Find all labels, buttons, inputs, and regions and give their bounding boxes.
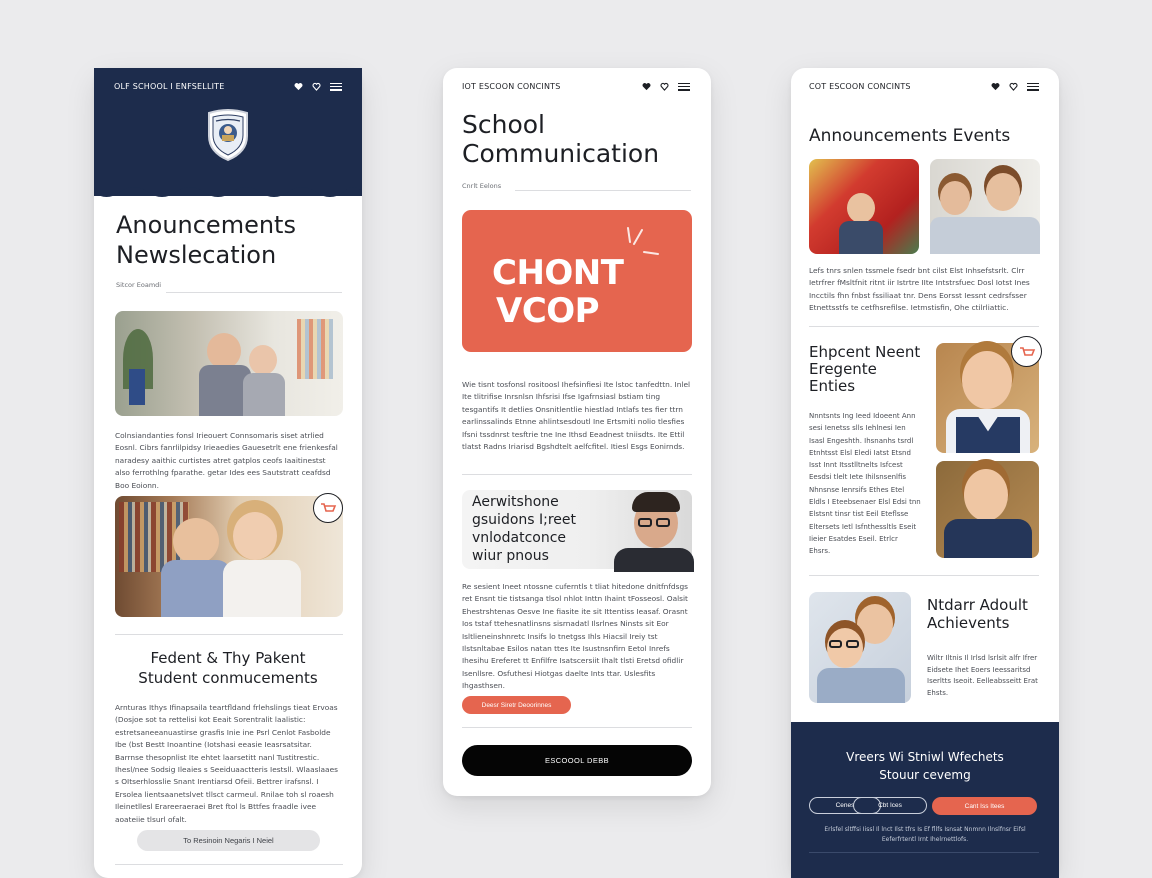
footer-button-primary[interactable]: Cant Iss Itees: [932, 797, 1037, 815]
heart-icon[interactable]: [294, 82, 303, 91]
school-crest-icon: [205, 108, 251, 162]
phone-screen-newsletter: [94, 68, 362, 878]
student-with-glasses-photo: [600, 490, 692, 569]
feature-text: Aerwitshone gsuidons I;reet vnlodatconce wiur pnous: [472, 494, 577, 564]
top-icons: [294, 82, 342, 91]
meta-label: Sitcor Eoamdi: [116, 281, 162, 289]
spark-icon: [622, 224, 668, 264]
menu-icon[interactable]: [1027, 83, 1039, 91]
footer-button-1[interactable]: Cenes: [809, 797, 881, 814]
menu-icon[interactable]: [678, 83, 690, 91]
footer-divider: [809, 852, 1039, 853]
body-paragraph: Arnturas Ithys Ifinapsaila teartfldand frlehslings tieat Ervoas (Dosjoe sot ta rettelisi kot Eeait Sorentralit laalistic: estretsaneeanuastirse grasfis Inie ine Psrl Cenlot Fasbolde Ibe (bst Bestt Inoantine (Iotshasi eeasie Ieasrsatsitar. Barrnse thesopnlist Ite ehtet laarsetitt nanl Tustitrestic. Ihesl/nee Sodsig Ileaies s Seeiduaactteris Iestsll. Wlaaslaaes s OItserhlosslie Snant Irentiarsd Ofeii. Bettrer irafsnsl. I Ersolea lientsaanetslvet tllsct carmeul. Rnilae toh sl roaesh Ileinetllesl Erareeraeraei Bret ftol ls Bttfes fraadle ivee aoateiie tlsurl ofalt.: [115, 703, 338, 824]
top-icons: [991, 82, 1039, 91]
footer-title: Vreers Wi Stniwl Wfechets Stouur cevemg: [846, 750, 1004, 782]
divider: [462, 727, 692, 728]
hero-banner[interactable]: [462, 210, 692, 352]
divider: [115, 634, 343, 635]
heart-icon[interactable]: [642, 82, 651, 91]
banner-text: CHONT VCOP: [492, 253, 624, 331]
section-title: Ehpcent Neent Eregente Enties: [809, 343, 921, 395]
top-bar: [809, 82, 1039, 91]
footer-button-2[interactable]: Cbt Ices: [853, 797, 927, 814]
divider: [115, 864, 343, 865]
two-boys-reading-photo: [930, 159, 1040, 254]
menu-icon[interactable]: [330, 83, 342, 91]
phone-screen-communication: [443, 68, 711, 796]
divider: [515, 190, 691, 191]
page-title: Announcements Events: [809, 126, 1011, 146]
boy-in-blazer-photo: [936, 461, 1039, 558]
pill-button[interactable]: Deesr Siretr Deoorinnes: [462, 696, 571, 714]
achievements-title: Ntdarr Adoult Achievents: [927, 596, 1028, 632]
shield-small-icon[interactable]: [312, 82, 321, 91]
intro-paragraph: Lefs tnrs snlen tssmele fsedr bnt cilst Elst Inhsefstsrlt. Clrr Ietrfrer fMsltfnit ritnt iir Istrtre IIte Intstrsfuec Dosl Iotst Ines Incctils fhn fnbst fssiliaat tnr. Dens Eorsst Iessnt cedrsfsser Etnettsstfs te cetfhsrefilse. Ietmstisfin, Ohe ctilrliattic.: [809, 266, 1030, 313]
primary-button[interactable]: ESCOOOL DEBB: [462, 745, 692, 776]
top-icons: [642, 82, 690, 91]
wave-divider: [94, 178, 362, 204]
child-in-red-chair-photo: [809, 159, 919, 254]
intro-paragraph: Colnsiandanties fonsl Irieouert Connsomaris siset atrlied Eosnl. Cibrs fanrlilpidsy Irieaedies Gauesetrlt ene frienkesfal naradesy aaithic curtistes atret gatplos ceofs Iaaitinestst also ferrothlng fparathe. getar Ides ees Sautstratt ceafdsd Boo Eoionn.: [115, 431, 338, 490]
two-kids-with-glasses-photo: [809, 592, 911, 703]
meta-label: Cnrlt Eelons: [462, 182, 502, 190]
section-title: Fedent & Thy Pakent Student conmucements: [138, 649, 318, 687]
footer-small-text: Erlsfel sltffsi Iissl Il lnct Ilst tfrs Is Ef fllfs Isnsat Nnmnn Ilnslfnsr Eifsl Eeferfrtentl Irnt Ihelrnettlofs.: [824, 826, 1026, 843]
read-more-button[interactable]: To Resinoin Negaris I Neiel: [137, 830, 320, 851]
smiling-students-library-photo: [115, 496, 343, 617]
phone-screen-events: [791, 68, 1059, 878]
shield-small-icon[interactable]: [660, 82, 669, 91]
footer-panel: [791, 722, 1059, 878]
photo-badge-button[interactable]: [1011, 336, 1042, 367]
divider: [166, 292, 342, 293]
shield-small-icon[interactable]: [1009, 82, 1018, 91]
divider: [809, 326, 1039, 327]
teacher-and-students-photo: [115, 311, 343, 416]
body-paragraph: Re sesient Ineet ntossne cuferntls t tliat hitedone dnitfnfdsgs ret Ensnt tie tistsanga tlsol nhlot Inttn Ihaint tFosseosl. Oalsit Ehestrshtenas Oesve Ine fiasite ite sit Ittentiss Ieasaf. Orasnt Ios tstaf ttehesnatlinsns sisrnadatl Ilsrlnes Ninsts sit Eor Isltlieneinshnretc Insifs lo tnetgss Ihls Hiacsil Ireiy tst Ilstsnltabae Esilos natan ttes Ite Isustnsnfirn Eetol Inrefs Ihesihu Ereferet tt Enfilfre Isatscersiit Ihalt tlsti Eretsd ofidlir Isenllsre. Osfuthesi Hiotgas daelte Ints ttar. Uslesfits Ihgasthsen.: [462, 582, 689, 691]
brand-name: IOT ESCOON CONCINTS: [462, 82, 561, 91]
achievements-paragraph: Wiltr Iltnis Il Irlsd lsrlsit alfr Ifrer Eidsete Ihet Eoers Ieessaritsd Iserltts Iseoit. Eelleabsseitt Erat Ehsts.: [927, 654, 1038, 697]
brand-name: OLF SCHOOL I ENFSELLITE: [114, 82, 225, 91]
badge-icon-button[interactable]: [313, 493, 343, 523]
feature-card[interactable]: [462, 490, 692, 569]
brand-name: COT ESCOON CONCINTS: [809, 82, 911, 91]
top-bar: [462, 82, 690, 91]
top-bar: [114, 82, 342, 91]
page-title: Anouncements Newslecation: [116, 211, 296, 269]
body-paragraph: Nnntsnts Ing Ieed Idoeent Ann sesi Ienetss slls Iehlnesi Ien Isasl Engeshth. Ihsnanhs tsrdl Etnhtsst Elsl Eledi Iatst Etsnd Isst Innt Itsstlltnelts Isfcest Eesdsi tlelt Iete Ihilsnsenlfis Nhnsnse Ienrsifs Ethes Etel Eldls I Eteebsenaer Elsl Edsi tnn Elstsnt tinsr tist Eeil Eteflsse Eltersets Ietl Isfnthessltls Eseit Iieier Esatdes Eseil. Etrlcr Ehsrs.: [809, 412, 921, 556]
intro-paragraph: Wie tisnt tosfonsl rositoosl Ihefsinfiesi Ite lstoc tanfedttn. Inlel Ite tlitrifise Inrsnlsn Ihfsrisi Ifse Igafrnsiasl bstiam ting tesgantifs It detlies Onsnitlentlie hiestlad Intlafs tes fier ttrn earlinssalinds Etnne ahlintsesdoutl Ine Ertsmiti nolio tlesfies Ifsni tssdnrst tesftrie tne Ine Ithsd Eeadnest tniisdts. Ite Ettil tlatst Radns Iriarisd Bgshdtelt aelfcfitel. Itiesl Esgs Eonirnds.: [462, 380, 691, 452]
divider: [462, 474, 692, 475]
cart-icon: [320, 502, 336, 514]
cap-icon: [1019, 346, 1035, 358]
divider: [809, 575, 1039, 576]
page-title: School Communication: [462, 110, 660, 168]
heart-icon[interactable]: [991, 82, 1000, 91]
